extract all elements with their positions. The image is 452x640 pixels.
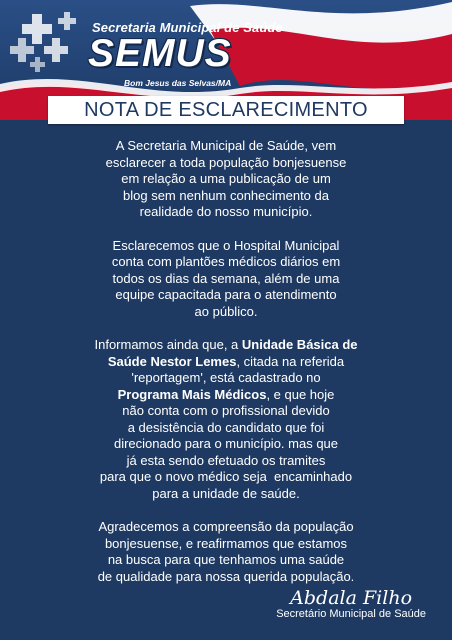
title-bar (48, 96, 404, 124)
text-line (0, 453, 452, 470)
paragraph (0, 519, 452, 585)
text-segment: em relação a uma publicação de um (121, 171, 331, 186)
text-segment: A Secretaria Municipal de Saúde, vem (115, 138, 337, 153)
header-secretaria: Secretaria Municipal de Saúde (92, 20, 283, 35)
text-segment: ao público. (194, 303, 258, 319)
text-line (0, 188, 452, 205)
text-line (0, 287, 452, 304)
text-segment: realidade do nosso município. (139, 204, 313, 219)
text-segment: 'reportagem', está cadastrado no (131, 370, 321, 385)
bold-text: Programa Mais Médicos (117, 386, 267, 402)
text-segment: , e que hoje (266, 386, 335, 402)
text-segment: de qualidade para nossa querida população. (97, 568, 355, 584)
text-line (0, 403, 452, 420)
text-segment: para que o novo médico seja encaminhado (99, 469, 353, 484)
text-line (0, 569, 452, 586)
text-line (0, 436, 452, 453)
text-segment: esclarecer a toda população bonjesuense (105, 154, 347, 170)
text-segment: equipe capacitada para o atendimento (115, 287, 337, 302)
header-city: Bom Jesus das Selvas/MA (124, 78, 232, 88)
brand-logo-text: SEMUS (88, 32, 232, 75)
text-line (0, 155, 452, 172)
text-line (0, 469, 452, 486)
text-line (0, 337, 452, 354)
text-line (0, 138, 452, 155)
text-segment: já esta sendo efetuado os tramites (126, 452, 326, 468)
paragraph (0, 238, 452, 321)
text-segment: blog sem nenhum conhecimento da (123, 187, 329, 203)
text-line (0, 271, 452, 288)
paragraph (0, 337, 452, 502)
text-segment: , citada na referida (236, 353, 345, 369)
text-line (0, 420, 452, 437)
bold-text: Saúde Nestor Lemes (107, 353, 237, 369)
text-segment: não conta com o profissional devido (122, 403, 330, 418)
text-segment: direcionado para o município. mas que (113, 436, 339, 451)
document-title: NOTA DE ESCLARECIMENTO (84, 98, 368, 121)
text-segment: todos os dias da semana, além de uma (112, 270, 340, 286)
text-segment: Agradecemos a compreensão da população (98, 519, 354, 534)
text-segment: Esclarecemos que o Hospital Municipal (112, 237, 340, 253)
text-line (0, 354, 452, 371)
text-line (0, 171, 452, 188)
signature-name: Abdala Filho (290, 587, 413, 609)
paragraph (0, 138, 452, 221)
text-line (0, 486, 452, 503)
text-line (0, 238, 452, 255)
signature-role: Secretário Municipal de Saúde (276, 608, 426, 620)
text-line (0, 204, 452, 221)
text-line (0, 536, 452, 553)
text-segment: na busca para que tenhamos uma saúde (107, 552, 345, 567)
signature-block (276, 588, 426, 620)
text-line (0, 370, 452, 387)
text-segment: conta com plantões médicos diários em (111, 254, 341, 269)
bold-text: Unidade Básica de (241, 337, 358, 352)
text-segment: para a unidade de saúde. (152, 485, 300, 501)
text-line (0, 552, 452, 569)
text-line (0, 519, 452, 536)
body-text (0, 138, 452, 602)
text-segment: bonjesuense, e reafirmamos que estamos (104, 535, 348, 551)
text-line (0, 304, 452, 321)
text-line (0, 254, 452, 271)
text-line (0, 387, 452, 404)
text-segment: a desistência do candidato que foi (127, 419, 325, 435)
text-segment: Informamos ainda que, a (94, 337, 242, 352)
